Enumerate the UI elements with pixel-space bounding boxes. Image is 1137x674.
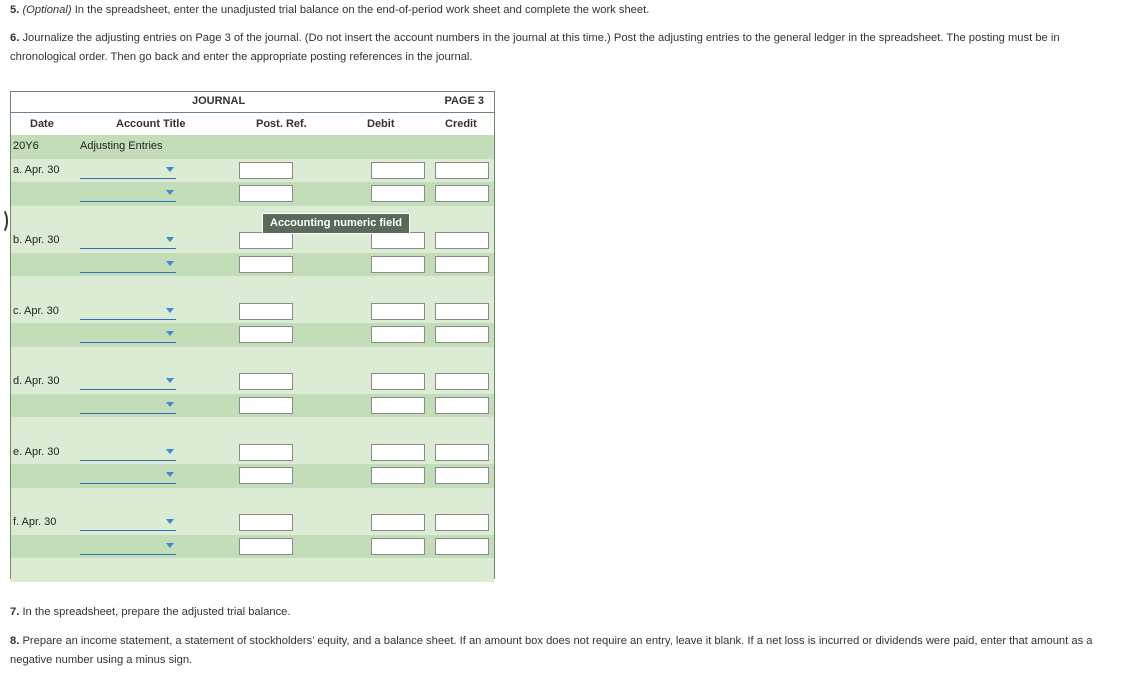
dropdown-arrow-icon	[166, 543, 174, 548]
instruction-7-number: 7.	[10, 606, 20, 618]
journal-spacer-row	[11, 347, 494, 371]
instruction-8-number: 8.	[10, 635, 20, 647]
instruction-5	[10, 1, 1123, 20]
instruction-7	[10, 603, 1123, 622]
debit-input[interactable]	[371, 303, 425, 320]
credit-input[interactable]	[435, 397, 489, 414]
journal-entry-credit-line	[11, 464, 494, 488]
post-ref-input[interactable]	[239, 514, 293, 531]
credit-input[interactable]	[435, 514, 489, 531]
debit-input[interactable]	[371, 232, 425, 249]
journal-entry-date: d. Apr. 30	[13, 375, 60, 387]
instruction-8-text: Prepare an income statement, a statement of stockholders’ equity, and a balance sheet. If an amount box does not require an entry, leave it blank. If a net loss is incurred or dividends were paid, enter that amount as a negative number using a minus sign.	[10, 635, 1093, 666]
credit-input[interactable]	[435, 162, 489, 179]
post-ref-input[interactable]	[239, 373, 293, 390]
journal-entry-debit-line	[11, 441, 494, 465]
account-title-dropdown[interactable]	[80, 187, 176, 202]
account-title-dropdown[interactable]	[80, 446, 176, 461]
journal-spacer-row	[11, 417, 494, 441]
debit-input[interactable]	[371, 162, 425, 179]
account-title-dropdown[interactable]	[80, 375, 176, 390]
dropdown-arrow-icon	[166, 167, 174, 172]
dropdown-arrow-icon	[166, 190, 174, 195]
credit-input[interactable]	[435, 256, 489, 273]
debit-input[interactable]	[371, 538, 425, 555]
journal-entry-date: b. Apr. 30	[13, 234, 60, 246]
credit-input[interactable]	[435, 373, 489, 390]
journal-spacer-row	[11, 558, 494, 582]
account-title-dropdown[interactable]	[80, 164, 176, 179]
credit-input[interactable]	[435, 232, 489, 249]
dropdown-arrow-icon	[166, 449, 174, 454]
journal-column-headers	[11, 112, 494, 137]
account-title-dropdown[interactable]	[80, 469, 176, 484]
post-ref-input[interactable]	[239, 467, 293, 484]
account-title-dropdown[interactable]	[80, 234, 176, 249]
journal-entry-debit-line	[11, 300, 494, 324]
journal-page-number: PAGE 3	[444, 95, 484, 107]
account-title-dropdown[interactable]	[80, 516, 176, 531]
journal-entry-credit-line	[11, 535, 494, 559]
journal-entry-date: e. Apr. 30	[13, 445, 60, 458]
journal-entry-debit-line	[11, 370, 494, 394]
debit-input[interactable]	[371, 326, 425, 343]
debit-input[interactable]	[371, 514, 425, 531]
debit-input[interactable]	[371, 185, 425, 202]
debit-input[interactable]	[371, 444, 425, 461]
journal-entry-credit-line	[11, 182, 494, 206]
credit-input[interactable]	[435, 185, 489, 202]
column-header-date: Date	[30, 118, 54, 130]
dropdown-arrow-icon	[166, 378, 174, 383]
journal-entry-credit-line	[11, 394, 494, 418]
account-title-dropdown[interactable]	[80, 540, 176, 555]
instruction-8	[10, 632, 1123, 670]
column-header-debit: Debit	[367, 118, 395, 130]
dropdown-arrow-icon	[166, 261, 174, 266]
instruction-6	[10, 29, 1123, 67]
credit-input[interactable]	[435, 538, 489, 555]
instruction-6-text: Journalize the adjusting entries on Page 3 of the journal. (Do not insert the account numbers in the journal at this time.) Post the adjusting entries to the general ledger in the spreadsheet. The posting must be in chronological order. Then go back and enter the appropriate posting references in the journal.	[10, 32, 1060, 63]
journal-entry-debit-line	[11, 159, 494, 183]
instruction-5-number: 5.	[10, 4, 20, 16]
debit-input[interactable]	[371, 373, 425, 390]
journal-header	[11, 92, 494, 112]
field-tooltip: Accounting numeric field	[262, 213, 410, 234]
dropdown-arrow-icon	[166, 331, 174, 336]
journal-title: JOURNAL	[192, 95, 246, 107]
dropdown-arrow-icon	[166, 308, 174, 313]
journal-entry-date: c. Apr. 30	[13, 304, 59, 317]
account-title-dropdown[interactable]	[80, 328, 176, 343]
journal-year-row	[11, 135, 494, 159]
credit-input[interactable]	[435, 467, 489, 484]
column-header-account-title: Account Title	[116, 118, 186, 130]
journal-entry-credit-line	[11, 253, 494, 277]
journal-spacer-row	[11, 488, 494, 512]
journal-entry-date: a. Apr. 30	[13, 163, 60, 176]
debit-input[interactable]	[371, 397, 425, 414]
column-header-credit: Credit	[445, 118, 477, 130]
instruction-5-text: In the spreadsheet, enter the unadjusted trial balance on the end-of-period work sheet and complete the work sheet.	[74, 4, 650, 16]
journal-entry-date: f. Apr. 30	[13, 516, 57, 528]
dropdown-arrow-icon	[166, 519, 174, 524]
dropdown-arrow-icon	[166, 402, 174, 407]
post-ref-input[interactable]	[239, 444, 293, 461]
post-ref-input[interactable]	[239, 397, 293, 414]
post-ref-input[interactable]	[239, 326, 293, 343]
instruction-7-text: In the spreadsheet, prepare the adjusted trial balance.	[22, 606, 291, 618]
journal-entry-debit-line	[11, 229, 494, 253]
account-title-dropdown[interactable]	[80, 305, 176, 320]
journal-spacer-row	[11, 276, 494, 300]
journal-spacer-row	[11, 206, 494, 230]
left-edge-bracket-icon	[0, 208, 8, 234]
column-header-post-ref: Post. Ref.	[256, 118, 307, 130]
post-ref-input[interactable]	[239, 538, 293, 555]
post-ref-input[interactable]	[239, 256, 293, 273]
post-ref-input[interactable]	[239, 232, 293, 249]
journal-section-label: Adjusting Entries	[80, 140, 163, 152]
debit-input[interactable]	[371, 467, 425, 484]
account-title-dropdown[interactable]	[80, 399, 176, 414]
journal-year: 20Y6	[13, 140, 39, 152]
debit-input[interactable]	[371, 256, 425, 273]
credit-input[interactable]	[435, 444, 489, 461]
journal-entry-credit-line	[11, 323, 494, 347]
post-ref-input[interactable]	[239, 162, 293, 179]
dropdown-arrow-icon	[166, 472, 174, 477]
journal-entry-debit-line	[11, 511, 494, 535]
post-ref-input[interactable]	[239, 303, 293, 320]
post-ref-input[interactable]	[239, 185, 293, 202]
credit-input[interactable]	[435, 303, 489, 320]
dropdown-arrow-icon	[166, 237, 174, 242]
journal-table	[10, 91, 495, 579]
instruction-6-number: 6.	[10, 32, 20, 44]
account-title-dropdown[interactable]	[80, 258, 176, 273]
instruction-5-optional: (Optional)	[22, 4, 72, 16]
credit-input[interactable]	[435, 326, 489, 343]
